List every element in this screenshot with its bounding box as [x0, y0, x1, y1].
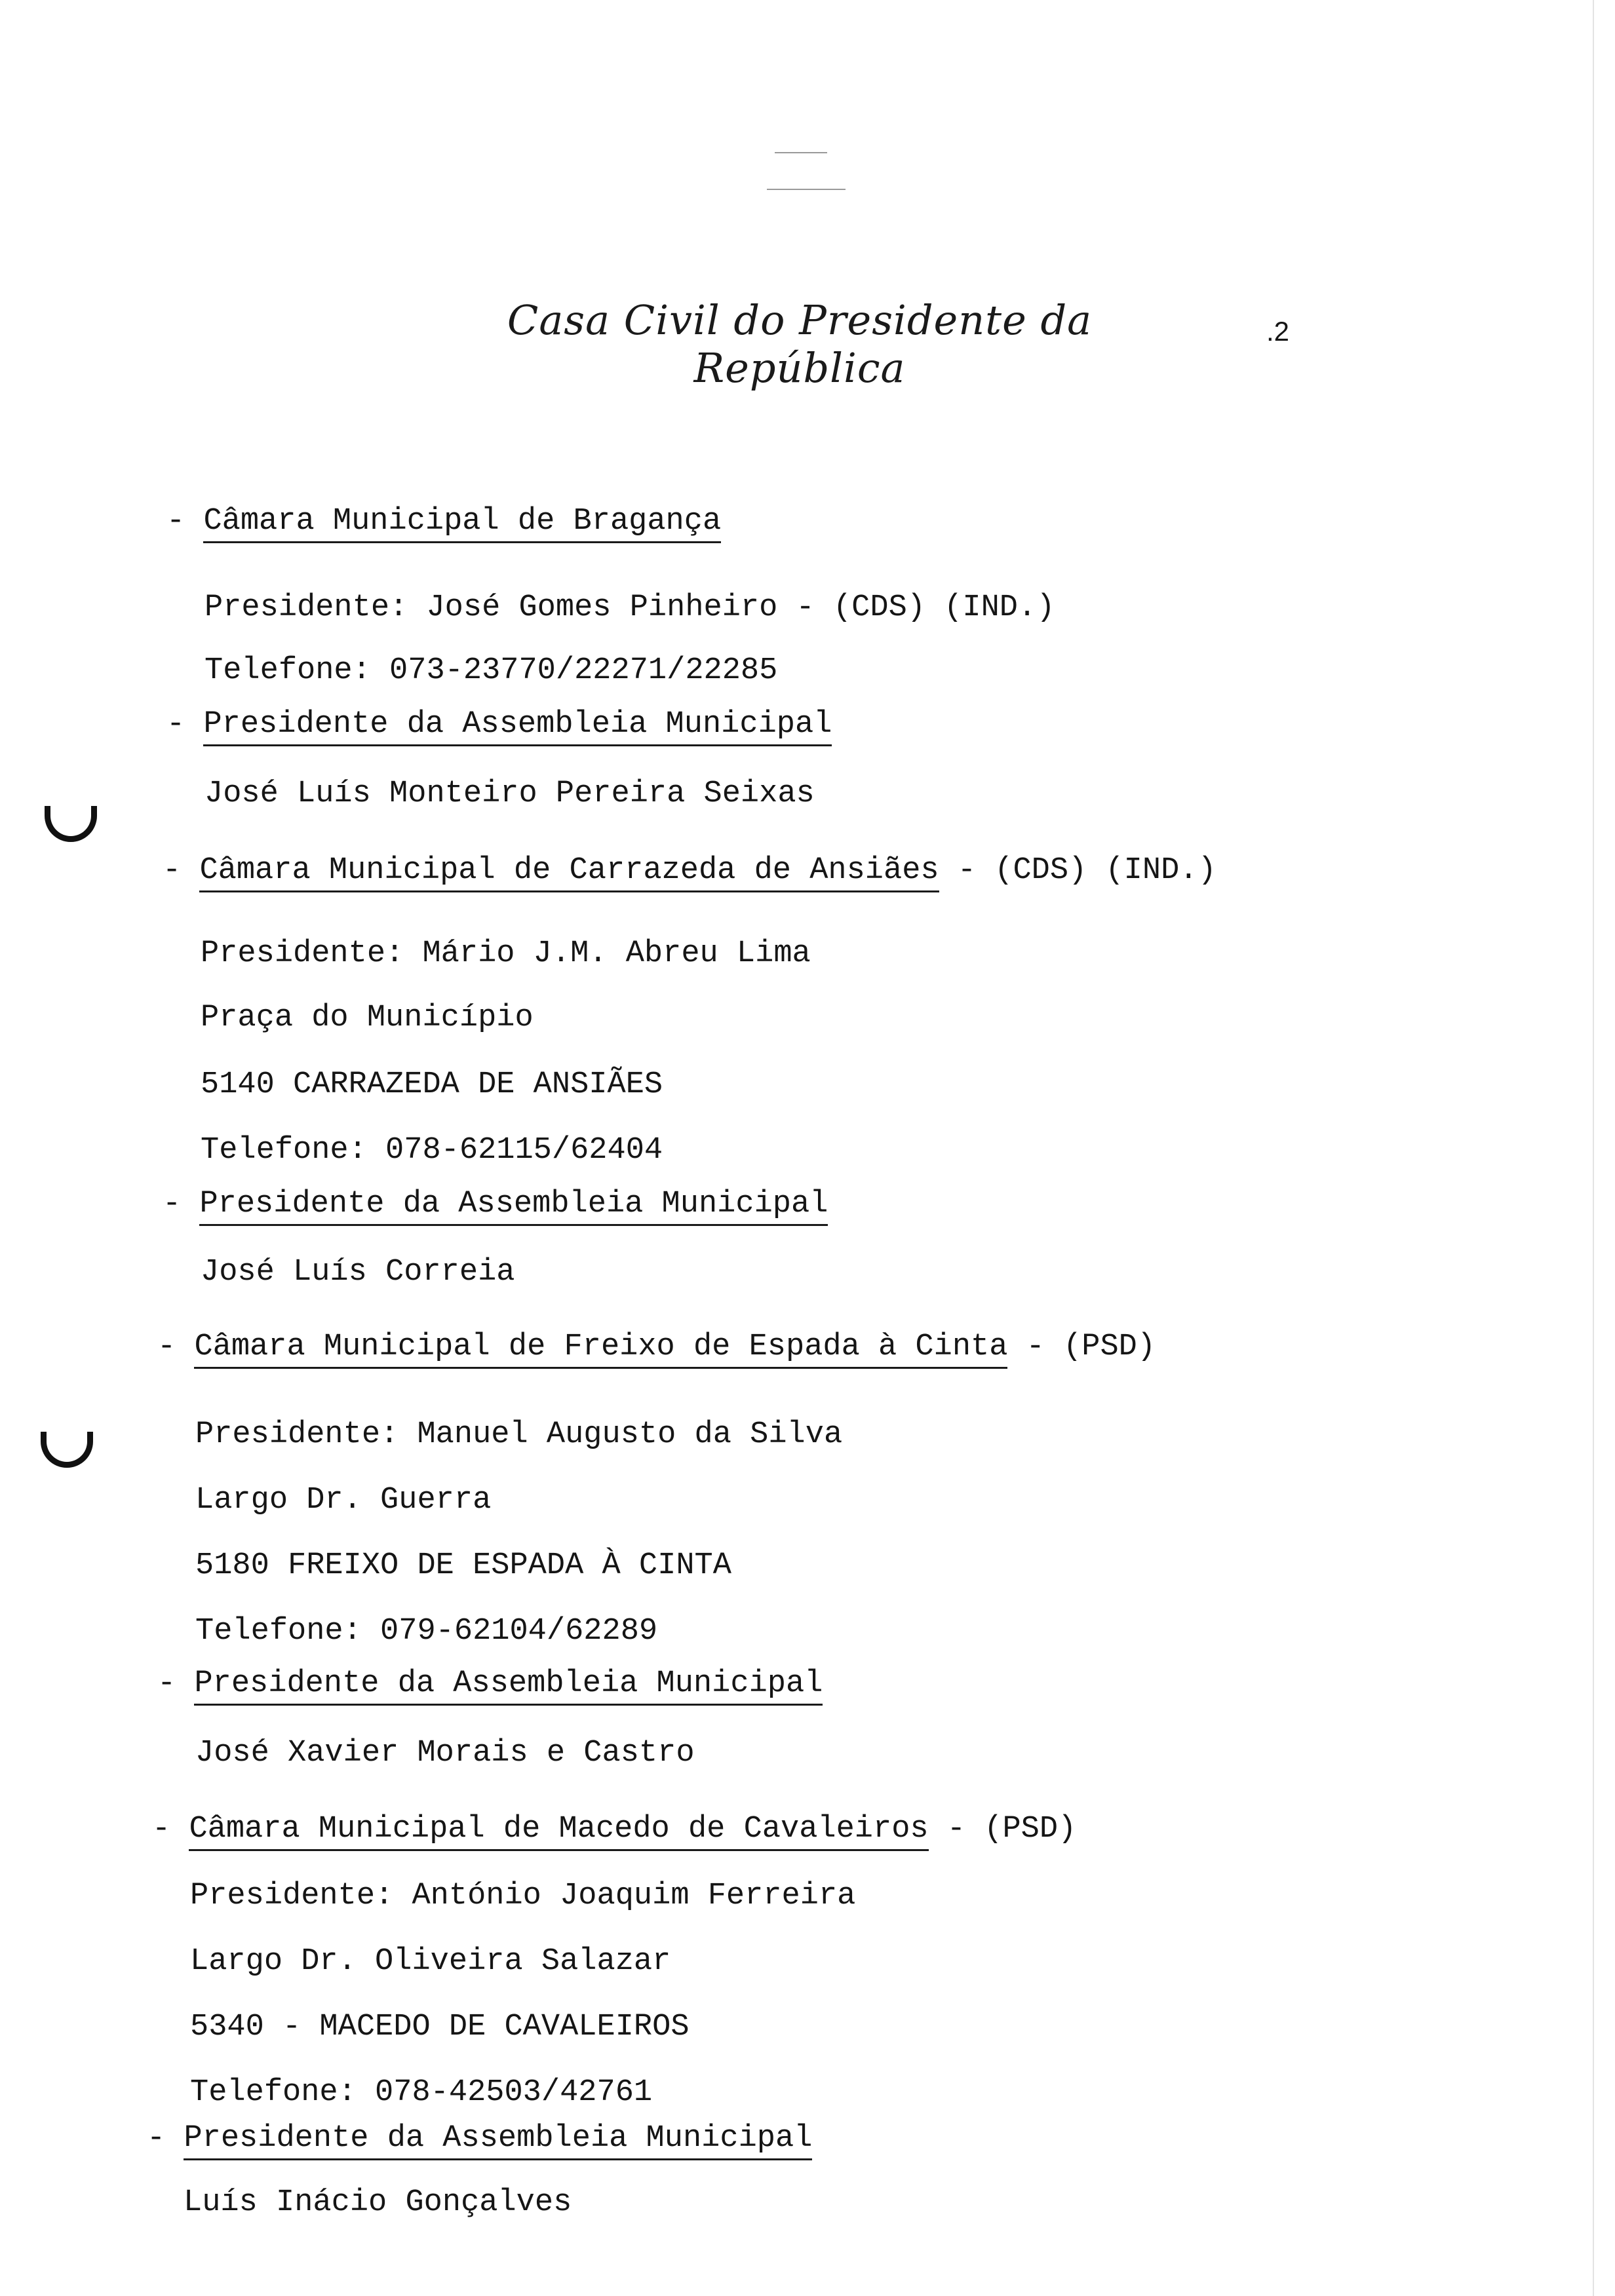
camara-heading [157, 1331, 1156, 1362]
assembleia-name: José Xavier Morais e Castro [195, 1736, 695, 1770]
page-number: .2 [1266, 316, 1290, 347]
address-line: Largo Dr. Guerra [195, 1483, 492, 1518]
assembleia-title: Presidente da Assembleia Municipal [194, 1666, 823, 1706]
bullet-dash: - [152, 1812, 171, 1846]
page-edge-line [1593, 0, 1594, 2296]
bullet-dash: - [166, 707, 185, 742]
scan-smudge [767, 189, 846, 190]
presidente-line: Presidente: Manuel Augusto da Silva [195, 1417, 843, 1452]
party-affiliation: - (PSD) [928, 1812, 1077, 1846]
camara-heading [166, 506, 721, 537]
letterhead-title: Casa Civil do Presidente da República [507, 296, 1093, 392]
telefone-line: Telefone: 079-62104/62289 [195, 1614, 658, 1649]
address-line: 5140 CARRAZEDA DE ANSIÃES [201, 1067, 663, 1102]
bullet-dash: - [163, 853, 182, 888]
camara-heading [163, 855, 1216, 886]
bullet-dash: - [147, 2121, 166, 2156]
bullet-dash: - [163, 1187, 182, 1221]
assembleia-title: Presidente da Assembleia Municipal [184, 2121, 812, 2160]
bullet-dash: - [157, 1666, 176, 1701]
assembleia-name: Luís Inácio Gonçalves [184, 2185, 572, 2220]
assembleia-name: José Luís Monteiro Pereira Seixas [204, 776, 815, 811]
bullet-dash: - [166, 504, 185, 539]
telefone-line: Telefone: 078-62115/62404 [201, 1133, 663, 1168]
assembleia-heading [147, 2123, 812, 2154]
presidente-line: Presidente: José Gomes Pinheiro - (CDS) (IND.) [204, 590, 1055, 625]
bullet-dash: - [157, 1330, 176, 1364]
assembleia-name: José Luís Correia [201, 1255, 515, 1290]
camara-name: Câmara Municipal de Freixo de Espada à Cinta [194, 1330, 1007, 1369]
binder-hole-mark [45, 806, 97, 842]
presidente-line: Presidente: António Joaquim Ferreira [190, 1879, 856, 1913]
camara-heading [152, 1814, 1076, 1845]
camara-name: Câmara Municipal de Bragança [203, 504, 721, 543]
telefone-line: Telefone: 078-42503/42761 [190, 2075, 653, 2110]
presidente-line: Presidente: Mário J.M. Abreu Lima [201, 936, 811, 971]
assembleia-heading [163, 1189, 828, 1219]
address-line: Largo Dr. Oliveira Salazar [190, 1944, 671, 1979]
camara-name: Câmara Municipal de Carrazeda de Ansiães [199, 853, 939, 892]
address-line: Praça do Município [201, 1001, 534, 1035]
scan-smudge [775, 152, 827, 153]
assembleia-title: Presidente da Assembleia Municipal [203, 707, 832, 746]
party-affiliation: - (PSD) [1007, 1330, 1156, 1364]
assembleia-heading [157, 1668, 823, 1699]
party-affiliation: - (CDS) (IND.) [939, 853, 1216, 888]
assembleia-title: Presidente da Assembleia Municipal [199, 1187, 828, 1226]
assembleia-heading [166, 709, 832, 740]
binder-hole-mark [41, 1432, 93, 1468]
telefone-line: Telefone: 073-23770/22271/22285 [204, 653, 778, 688]
address-line: 5180 FREIXO DE ESPADA À CINTA [195, 1548, 731, 1583]
camara-name: Câmara Municipal de Macedo de Cavaleiros [189, 1812, 928, 1851]
address-line: 5340 - MACEDO DE CAVALEIROS [190, 2010, 690, 2044]
